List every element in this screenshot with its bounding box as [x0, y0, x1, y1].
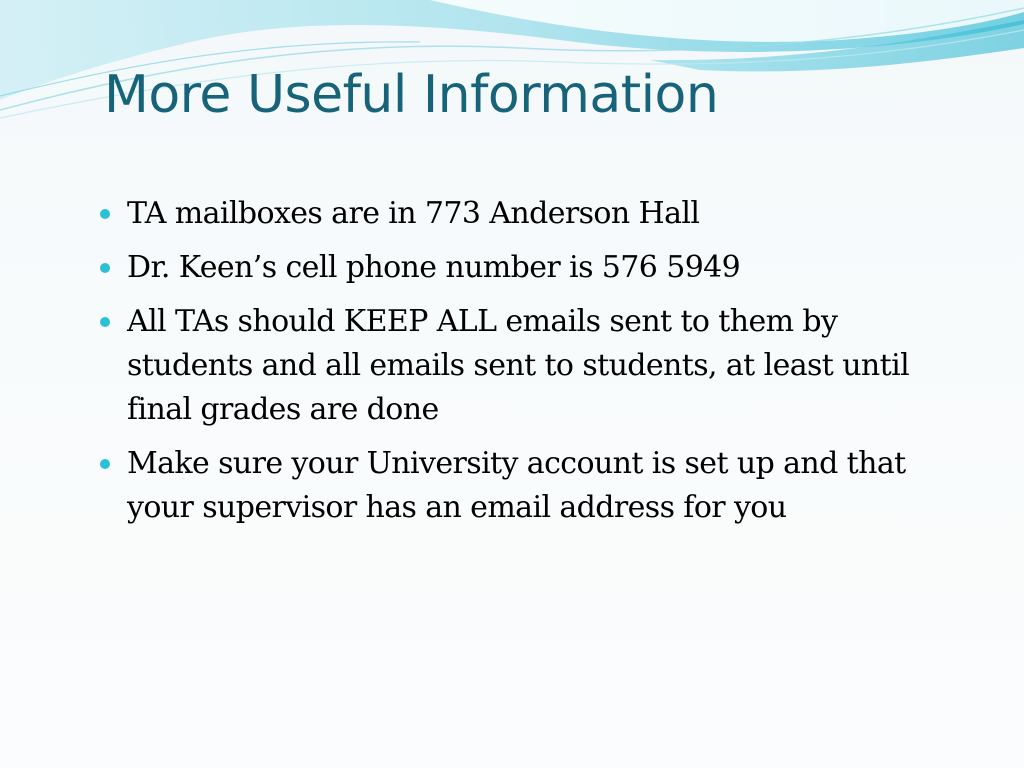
list-item — [100, 192, 910, 236]
slide-title: More Useful Information — [104, 65, 719, 125]
bullet-text: Make sure your University account is set up and that your supervisor has an email address for you — [127, 446, 906, 525]
bullet-text: All TAs should KEEP ALL emails sent to them by students and all emails sent to students, at least until final grades are done — [127, 304, 910, 427]
bullet-dot-icon — [100, 317, 110, 327]
bullet-dot-icon — [100, 209, 110, 219]
bullet-list — [100, 192, 910, 540]
bullet-text: Dr. Keen’s cell phone number is 576 5949 — [127, 250, 741, 285]
bullet-dot-icon — [100, 459, 110, 469]
list-item — [100, 300, 910, 432]
list-item — [100, 246, 910, 290]
list-item — [100, 442, 910, 530]
bullet-dot-icon — [100, 263, 110, 273]
bullet-text: TA mailboxes are in 773 Anderson Hall — [127, 196, 700, 231]
